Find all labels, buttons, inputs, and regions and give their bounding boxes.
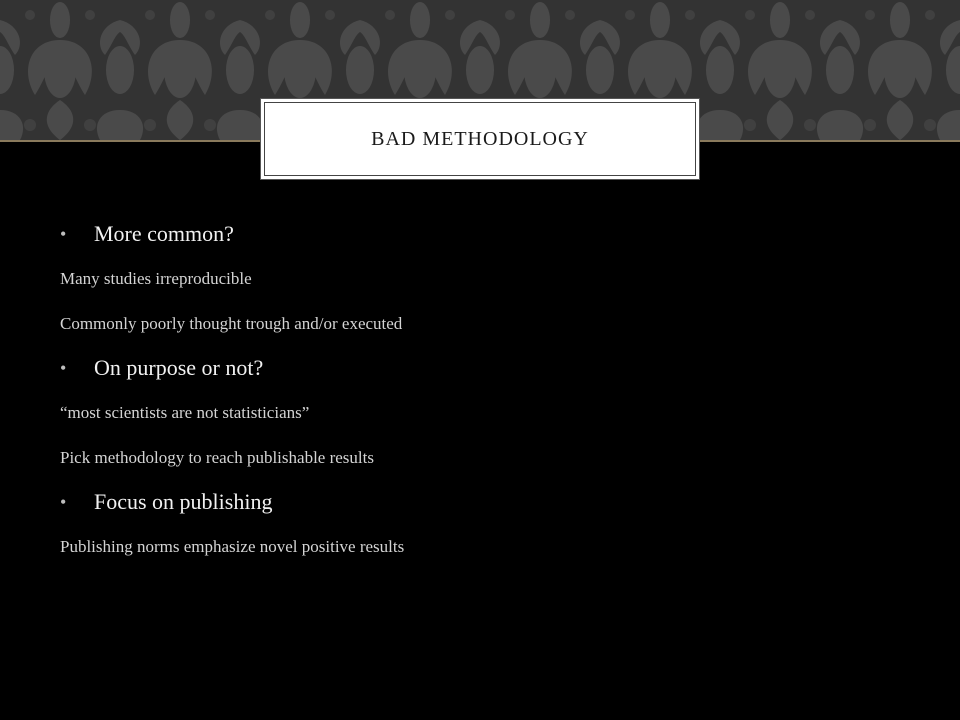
bullet-dot-icon: •	[60, 224, 67, 244]
slide-title: BAD METHODOLOGY	[371, 127, 589, 150]
sub-item: “most scientists are not statisticians”	[60, 402, 310, 422]
bullet-text: On purpose or not?	[94, 355, 264, 380]
bullet-text: More common?	[94, 221, 234, 246]
bullet-item	[60, 212, 920, 256]
sub-item: Publishing norms emphasize novel positive results	[60, 536, 405, 556]
bullet-item	[60, 346, 920, 390]
sub-item: Many studies irreproducible	[60, 268, 252, 288]
bullet-item	[60, 480, 920, 524]
sub-item: Commonly poorly thought trough and/or executed	[60, 313, 403, 333]
bullet-dot-icon: •	[60, 358, 67, 378]
slide-body	[60, 212, 920, 569]
bullet-dot-icon: •	[60, 492, 67, 512]
slide-title-box	[260, 98, 700, 180]
sub-item: Pick methodology to reach publishable results	[60, 447, 374, 467]
bullet-text: Focus on publishing	[94, 489, 273, 514]
